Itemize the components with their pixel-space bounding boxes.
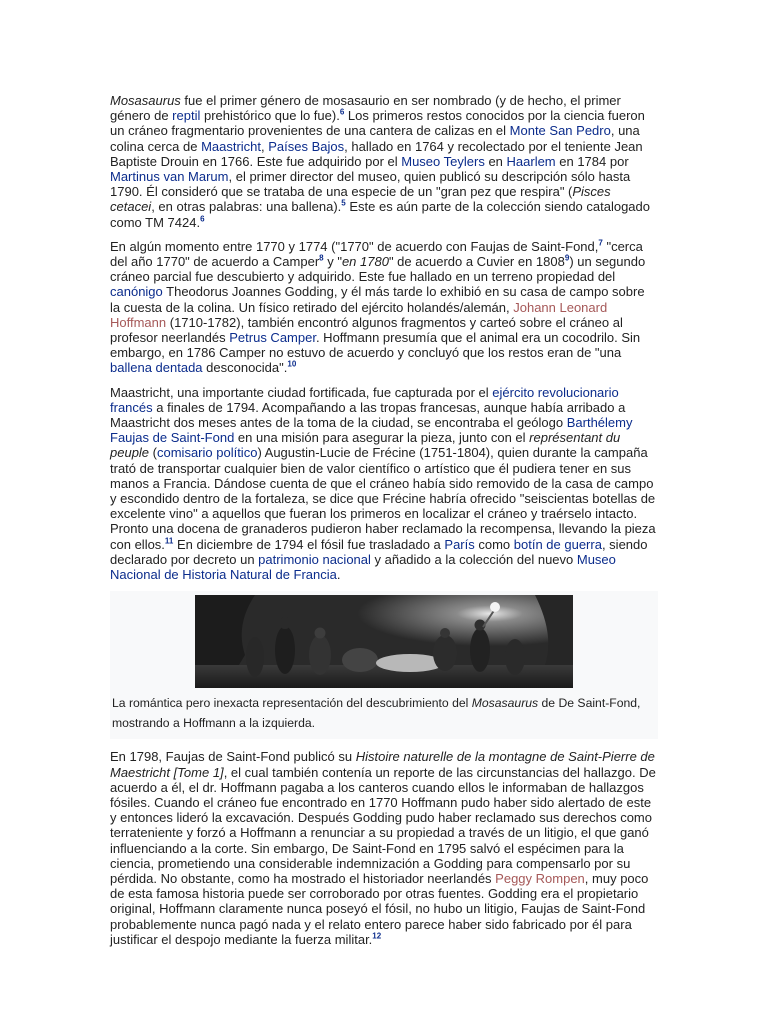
link-haarlem[interactable]: Haarlem <box>506 153 556 169</box>
link-paris[interactable]: París <box>444 536 475 552</box>
link-canonigo[interactable]: canónigo <box>110 284 163 300</box>
paragraph-faujas-account <box>110 749 658 947</box>
link-museo-teylers[interactable]: Museo Teylers <box>401 153 485 169</box>
link-petrus-camper[interactable]: Petrus Camper <box>229 330 316 346</box>
text: En 1798, Faujas de Saint-Fond publicó su <box>110 749 356 765</box>
text: ) Augustin-Lucie de Frécine (1751-1804), quien durante la campaña trató de transportar cualquier bien de valor científico o artístico que él pudiera tener en sus manos a Francia. Dándose cuenta de que el cráneo había sido removido de la casa de campo y escondido dentro de la fortaleza, se dice que Frécine habría ofrecido "seiscientas botellas de excelente vino" a aquellos que fueran los primeros en localizar el cráneo y traérselo intacto. Pronto una docena de granaderos pudieron haber reclamado la recompensa, llevando la pieza con ellos. <box>110 445 656 552</box>
text: a finales de 1794. Acompañando a las tropas francesas, aunque había arribado a Maastricht dos meses antes de la toma de la ciudad, se encontraba el geólogo <box>110 399 626 431</box>
text: ) un segundo cráneo parcial fue descubierto y adquirido. Este fue hallado en un terreno propiedad del <box>110 254 646 285</box>
text: Maastricht, una importante ciudad fortificada, fue capturada por el <box>110 384 493 400</box>
text: Theodorus Joannes Godding, y él más tarde lo exhibió en su casa de campo sobre la cuesta de la colina. Un físico retirado del ejército holandés/alemán, <box>110 284 645 315</box>
text: , siendo declarado por decreto un <box>110 536 648 567</box>
text: y añadido a la colección del nuevo <box>370 551 577 567</box>
link-martinus-van-marum[interactable]: Martinus van Marum <box>110 169 229 185</box>
link-peggy-rompen[interactable]: Peggy Rompen <box>495 870 585 886</box>
taxon-name: Mosasaurus <box>110 93 181 108</box>
reference-11[interactable]: 11 <box>164 536 174 546</box>
link-comisario-politico[interactable]: comisario político <box>157 445 258 461</box>
text: . Hoffmann presumía que el animal era un cocodrilo. Sin embargo, en 1786 Camper no estuvo de acuerdo y concluyó que los restos eran de "una <box>110 330 641 361</box>
reference-10[interactable]: 10 <box>287 360 297 370</box>
caption-text: La romántica pero inexacta representación del descubrimiento del <box>112 696 472 711</box>
text: , el primer director del museo, quien publicó su descripción sólo hasta 1790. Él consideró que se trataba de una especie de un "gran pez que respira" ( <box>110 169 631 200</box>
link-reptil[interactable]: reptil <box>172 108 201 124</box>
text: , el cual también contenía un reporte de las circunstancias del hallazgo. De acuerdo a él, el dr. Hoffmann pagaba a los canteros cuando ellos le informaban de hallazgos fósiles. Cuando el cráneo fue encontrado en 1770 Hoffmann pudo haber sido alertado de este y entonces lideró la excavación. Después Godding pudo haber reclamado sus derechos como terrateniente y forzó a Hoffmann a renunciar a su propiedad a través de un litigio, el que ganó influenciando a la corte. Sin embargo, De Saint-Fond en 1795 salvó el espécimen para la ciencia, prometiendo una considerable indemnización a Godding para compensarlo por su pérdida. No obstante, como ha mostrado el historiador neerlandés <box>110 764 656 886</box>
link-museo-nacional-historia-natural[interactable]: Museo Nacional de Historia Natural de Francia <box>110 551 616 583</box>
text: , hallado en 1764 y recolectado por el teniente Jean Baptiste Drouin en 1766. Este fue adquirido por el <box>110 138 643 169</box>
text: " de acuerdo a Cuvier en 1808 <box>388 254 565 270</box>
latin-name: Pisces cetacei <box>110 184 611 215</box>
link-botin-de-guerra[interactable]: botín de guerra <box>513 536 602 552</box>
text: Los primeros restos conocidos por la ciencia fueron un cráneo fragmentario provenientes de una cantera de calizas en el <box>110 108 645 139</box>
link-patrimonio-nacional[interactable]: patrimonio nacional <box>258 551 371 567</box>
link-ejercito-revolucionario[interactable]: ejército revolucionario francés <box>110 384 619 415</box>
text: como <box>474 536 514 552</box>
text: desconocida". <box>202 360 288 376</box>
link-monte-san-pedro[interactable]: Monte San Pedro <box>509 123 611 139</box>
paragraph-second-skull <box>110 239 658 376</box>
engraving-image[interactable] <box>195 595 573 688</box>
paragraph-discovery <box>110 93 658 230</box>
italic-text: en 1780 <box>341 254 389 270</box>
text: , una colina cerca de <box>110 123 640 154</box>
reference-12[interactable]: 12 <box>372 931 382 941</box>
text: Este es aún parte de la colección siendo catalogado como TM 7424. <box>110 199 650 230</box>
paragraph-capture <box>110 385 658 583</box>
reference-8[interactable]: 8 <box>319 253 324 263</box>
text: En algún momento entre 1770 y 1774 ("1770" de acuerdo con Faujas de Saint-Fond, <box>110 238 599 254</box>
text: fue el primer género de mosasaurio en ser nombrado (y de hecho, el primer género de <box>110 93 621 124</box>
text: . <box>336 567 341 583</box>
caption-text: de De Saint-Fond, mostrando a Hoffmann a la izquierda. <box>112 696 641 731</box>
text: (1710-1782), también encontró algunos fragmentos y carteó sobre el cráneo al profesor neerlandés <box>110 314 623 346</box>
text: en 1784 por <box>555 153 629 169</box>
link-maastricht[interactable]: Maastricht <box>201 138 262 154</box>
text: "cerca del año 1770" de acuerdo a Camper <box>110 238 643 270</box>
italic-text: représentant du peuple <box>110 430 621 461</box>
link-johann-leonard-hoffmann[interactable]: Johann Leonard Hoffmann <box>110 299 608 330</box>
reference-6b[interactable]: 6 <box>200 214 205 224</box>
text: prehistórico que lo fue). <box>200 108 340 124</box>
article-body <box>110 93 658 956</box>
text: en una misión para asegurar la pieza, junto con el <box>234 430 530 446</box>
link-faujas-de-saint-fond[interactable]: Barthélemy Faujas de Saint-Fond <box>110 415 633 446</box>
reference-6[interactable]: 6 <box>339 107 345 117</box>
caption-taxon: Mosasaurus <box>471 696 539 711</box>
text: , <box>261 138 269 154</box>
text: En diciembre de 1794 el fósil fue trasladado a <box>173 536 445 552</box>
text: y " <box>323 254 342 270</box>
reference-5[interactable]: 5 <box>341 199 346 209</box>
reference-7[interactable]: 7 <box>598 238 603 248</box>
text: , en otras palabras: una ballena). <box>151 199 342 215</box>
figure <box>110 591 658 739</box>
text: , muy poco de esta famosa historia puede ser corroborado por otras fuentes. Godding era el propietario original, Hoffmann claramente nunca poseyó el fósil, no hubo un litigio, Faujas de Saint-Fond probablemente nunca pagó nada y el relato entero parece haber sido fabricado por él para justificar el despojo mediante la fuerza militar. <box>110 870 649 947</box>
book-title: Histoire naturelle de la montagne de Saint-Pierre de Maestricht [Tome 1] <box>110 749 655 780</box>
text: en <box>484 153 507 169</box>
reference-9[interactable]: 9 <box>564 253 570 263</box>
link-ballena-dentada[interactable]: ballena dentada <box>110 360 203 376</box>
link-paises-bajos[interactable]: Países Bajos <box>268 138 345 154</box>
figure-caption <box>110 693 658 733</box>
text: ( <box>149 445 157 461</box>
